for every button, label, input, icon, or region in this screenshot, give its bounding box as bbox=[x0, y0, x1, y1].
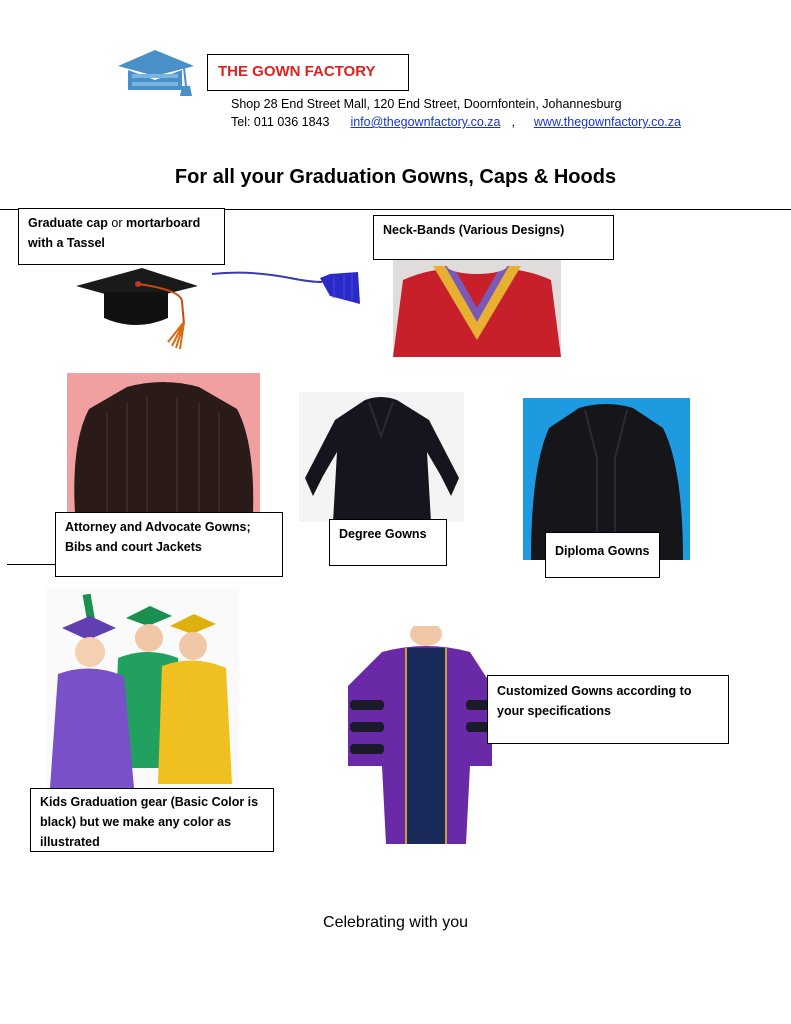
diploma-label: Diploma Gowns bbox=[555, 544, 650, 558]
brand-name: THE GOWN FACTORY bbox=[207, 54, 409, 91]
kids-label-box bbox=[30, 788, 274, 852]
side-rule bbox=[7, 564, 57, 565]
mortarboard-cap-image bbox=[72, 262, 202, 352]
kids-label-line1: Kids Graduation gear (Basic Color is bbox=[40, 795, 259, 809]
cap-label-line2: with a Tassel bbox=[28, 236, 105, 250]
custom-label-line1: Customized Gowns according to bbox=[497, 684, 692, 698]
custom-label-box bbox=[487, 675, 729, 744]
neckbands-label-box bbox=[373, 215, 614, 260]
neckbands-label: Neck-Bands (Various Designs) bbox=[383, 223, 565, 237]
attorney-label-line2: Bibs and court Jackets bbox=[65, 540, 202, 554]
link-separator: , bbox=[511, 115, 515, 129]
attorney-label-box bbox=[55, 512, 283, 577]
cap-label-bold1: Graduate cap bbox=[28, 216, 108, 230]
page-tagline: For all your Graduation Gowns, Caps & Hoods bbox=[174, 166, 617, 188]
customized-gown-image bbox=[342, 626, 497, 844]
attorney-gown-image bbox=[67, 373, 260, 513]
neck-band-gown-image bbox=[393, 260, 561, 357]
cap-label-mid: or bbox=[107, 216, 126, 230]
tassel-image bbox=[210, 268, 362, 310]
cap-label-bold2: mortarboard bbox=[125, 216, 201, 230]
website-link[interactable]: www.thegownfactory.co.za bbox=[533, 115, 681, 129]
email-link[interactable]: info@thegownfactory.co.za bbox=[350, 115, 501, 129]
kids-graduation-image bbox=[46, 588, 239, 788]
custom-label-line2: your specifications bbox=[497, 704, 611, 718]
degree-label: Degree Gowns bbox=[339, 527, 427, 541]
cap-label-box bbox=[18, 208, 225, 265]
degree-label-box bbox=[329, 519, 447, 566]
degree-gown-image bbox=[299, 392, 464, 522]
attorney-label-line1: Attorney and Advocate Gowns; bbox=[65, 520, 251, 534]
diploma-label-box bbox=[545, 532, 660, 578]
kids-label-line2: black) but we make any color as bbox=[40, 815, 232, 829]
contact-line bbox=[231, 115, 681, 129]
graduation-cap-logo-icon bbox=[112, 46, 198, 104]
footer-slogan: Celebrating with you bbox=[323, 914, 468, 931]
kids-label-line3: illustrated bbox=[40, 835, 100, 849]
address-line: Shop 28 End Street Mall, 120 End Street, Doornfontein, Johannesburg bbox=[231, 97, 622, 111]
tel-number: Tel: 011 036 1843 bbox=[231, 115, 330, 129]
